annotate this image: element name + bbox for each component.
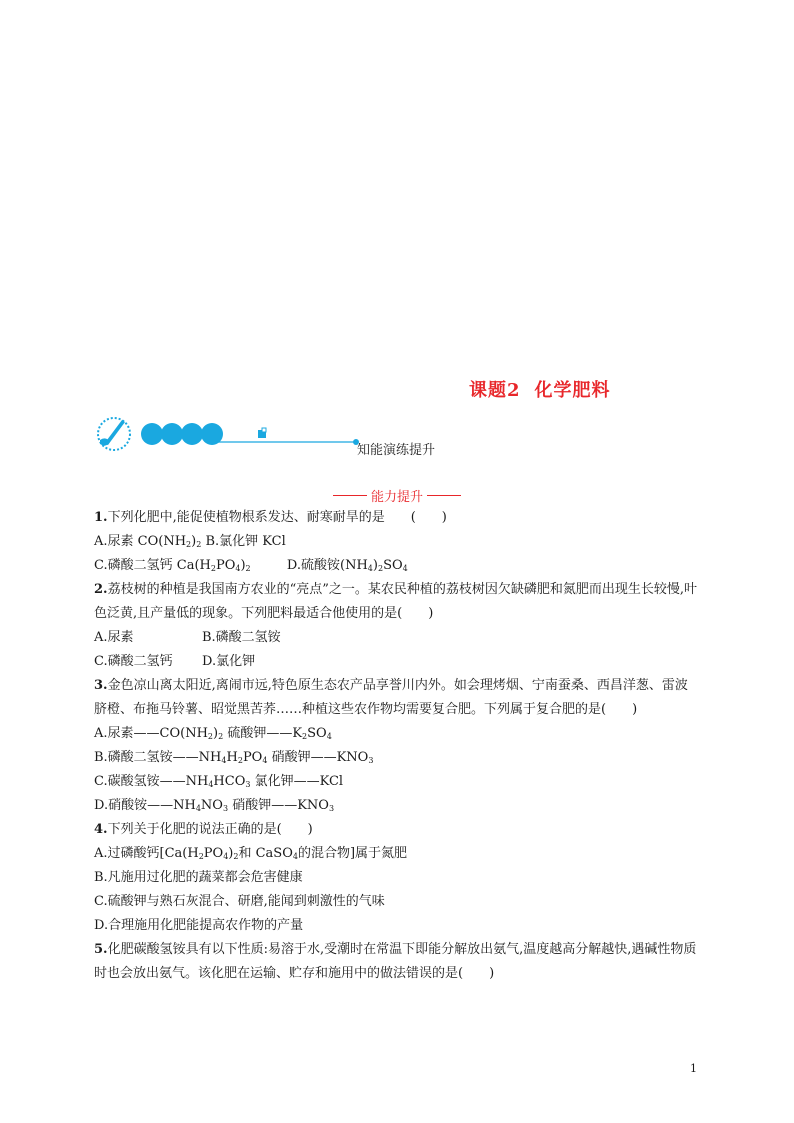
option-row: C.磷酸二氢钙 $Ca(H_2PO_4)_2$ D.硫酸铵$(NH_4)_2SO_4$ [94, 558, 408, 573]
option-b: B.氯化钾 KCl [205, 534, 286, 549]
question-number: 2. [94, 582, 108, 597]
question-number: 4. [94, 822, 108, 837]
option-b: B.磷酸二氢铵$——NH_4H_2PO_4$ 硝酸钾$——KNO_3$ [94, 750, 374, 765]
option-a: A.过磷酸钙[$Ca(H_2PO_4)_2$和 CaSO$_4$的混合物]属于氮肥 [94, 846, 408, 861]
question-stem: 下列化肥中,能促使植物根系发达、耐寒耐旱的是 [107, 510, 385, 525]
option-a: A.尿素$——CO(NH_2)_2$ 硫酸钾$——K_2SO_4$ [94, 726, 332, 741]
option-row [94, 650, 698, 674]
banner-dot-2 [161, 423, 183, 445]
question-number: 5. [94, 942, 108, 957]
question-2 [94, 578, 698, 626]
page-number: 1 [690, 1062, 697, 1075]
option-c: C.磷酸二氢钙 Ca(H [94, 558, 211, 573]
question-4 [94, 818, 698, 842]
lesson-number: 课题2 [469, 380, 521, 401]
option-d: D.氯化钾 [202, 654, 256, 669]
option-c: C.碳酸氢铵$——NH_4HCO_3$ 氯化钾——KCl [94, 774, 344, 789]
option-c: C.硫酸钾与熟石灰混合、研磨,能闻到刺激性的气味 [94, 894, 385, 909]
option-b: B.凡施用过化肥的蔬菜都会危害健康 [94, 870, 303, 885]
option-d: D.硫酸铵(NH [286, 558, 368, 573]
question-stem: 化肥碳酸氢铵具有以下性质:易溶于水,受潮时在常温下即能分解放出氨气,温度越高分解越快,遇碱性物质时也会放出氨气。该化肥在运输、贮存和施用中的做法错误的是( ) [94, 942, 697, 981]
question-stem: 荔枝树的种植是我国南方农业的“亮点”之一。某农民种植的荔枝树因欠缺磷肥和氮肥而出现生长较慢,叶色泛黄,且产量低的现象。下列肥料最适合他使用的是( ) [94, 582, 698, 621]
lesson-name: 化学肥料 [534, 380, 611, 401]
option-d: D.合理施用化肥能提高农作物的产量 [94, 918, 304, 933]
option-row: A.尿素 $CO(NH_2)_2$ B.氯化钾 KCl [94, 534, 286, 549]
option-b: B.磷酸二氢铵 [202, 630, 281, 645]
option-c: C.磷酸二氢钙 [94, 654, 173, 669]
question-1 [94, 506, 698, 530]
question-number: 3. [94, 678, 108, 693]
question-stem: 下列关于化肥的说法正确的是( ) [107, 822, 313, 837]
question-3 [94, 674, 698, 722]
banner-dot-3 [181, 423, 203, 445]
question-5 [94, 938, 698, 986]
option-d: D.硝酸铵$——NH_4NO_3$ 硝酸钾$——KNO_3$ [94, 798, 335, 813]
lesson-title [469, 376, 611, 402]
question-list [94, 506, 698, 986]
question-number: 1. [94, 510, 108, 525]
section-heading: 能力提升 [333, 486, 461, 505]
banner-dot-1 [141, 423, 163, 445]
option-a: A.尿素 CO(NH [94, 534, 187, 549]
question-stem: 金色凉山离太阳近,离闹市远,特色原生态农产品享誉川内外。如会理烤烟、宁南蚕桑、西昌洋葱、雷波脐橙、布拖马铃薯、昭觉黑苦荞……种植这些农作物均需要复合肥。下列属于复合肥的是( ) [94, 678, 688, 717]
answer-paren: ( ) [410, 510, 447, 525]
section-banner [92, 414, 362, 454]
option-row [94, 626, 698, 650]
banner-subtitle: 知能演练提升 [357, 443, 436, 458]
option-a: A.尿素 [94, 630, 134, 645]
